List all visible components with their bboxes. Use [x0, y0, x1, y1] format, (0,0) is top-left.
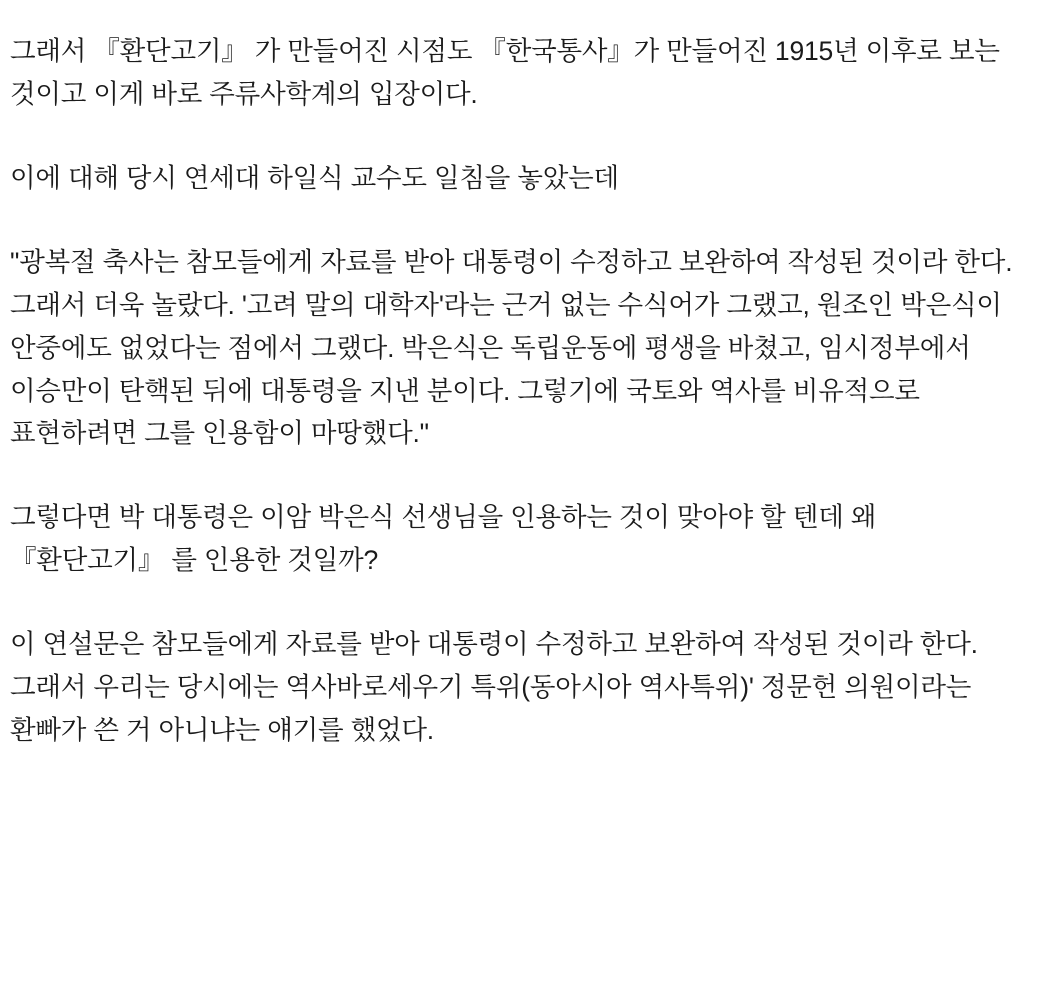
paragraph-gap — [10, 200, 1024, 241]
paragraph-3-quote: "광복절 축사는 참모들에게 자료를 받아 대통령이 수정하고 보완하여 작성된 것이라 한다. 그래서 더욱 놀랐다. '고려 말의 대학자'라는 근거 없는 수식어가 그랬고, 원조인 박은식이 안중에도 없었다는 점에서 그랬다. 박은식은 독립운동에 평생을 바쳤고, 임시정부에서 이승만이 탄핵된 뒤에 대통령을 지낸 분이다. 그렇기에 국토와 역사를 비유적으로 표현하려면 그를 인용함이 마땅했다." — [10, 246, 1013, 449]
paragraph-2: 이에 대해 당시 연세대 하일식 교수도 일침을 놓았는데 — [10, 162, 619, 193]
paragraph-gap — [10, 116, 1024, 157]
paragraph-6: 그래서 우리는 당시에는 역사바로세우기 특위(동아시아 역사특위)' 정문헌 의원이라는 환빠가 쓴 거 아니냐는 얘기를 했었다. — [10, 672, 972, 746]
paragraph-1: 그래서 『환단고기』 가 만들어진 시점도 『한국통사』가 만들어진 1915년 이후로 보는 것이고 이게 바로 주류사학계의 입장이다. — [10, 36, 1000, 109]
paragraph-gap — [10, 455, 1024, 496]
paragraph-4-question: 그렇다면 박 대통령은 이암 박은식 선생님을 인용하는 것이 맞아야 할 텐데 왜 『환단고기』 를 인용한 것일까? — [10, 502, 877, 576]
paragraph-5: 이 연설문은 참모들에게 자료를 받아 대통령이 수정하고 보완하여 작성된 것이라 한다. — [10, 629, 978, 660]
paragraph-gap — [10, 582, 1024, 623]
